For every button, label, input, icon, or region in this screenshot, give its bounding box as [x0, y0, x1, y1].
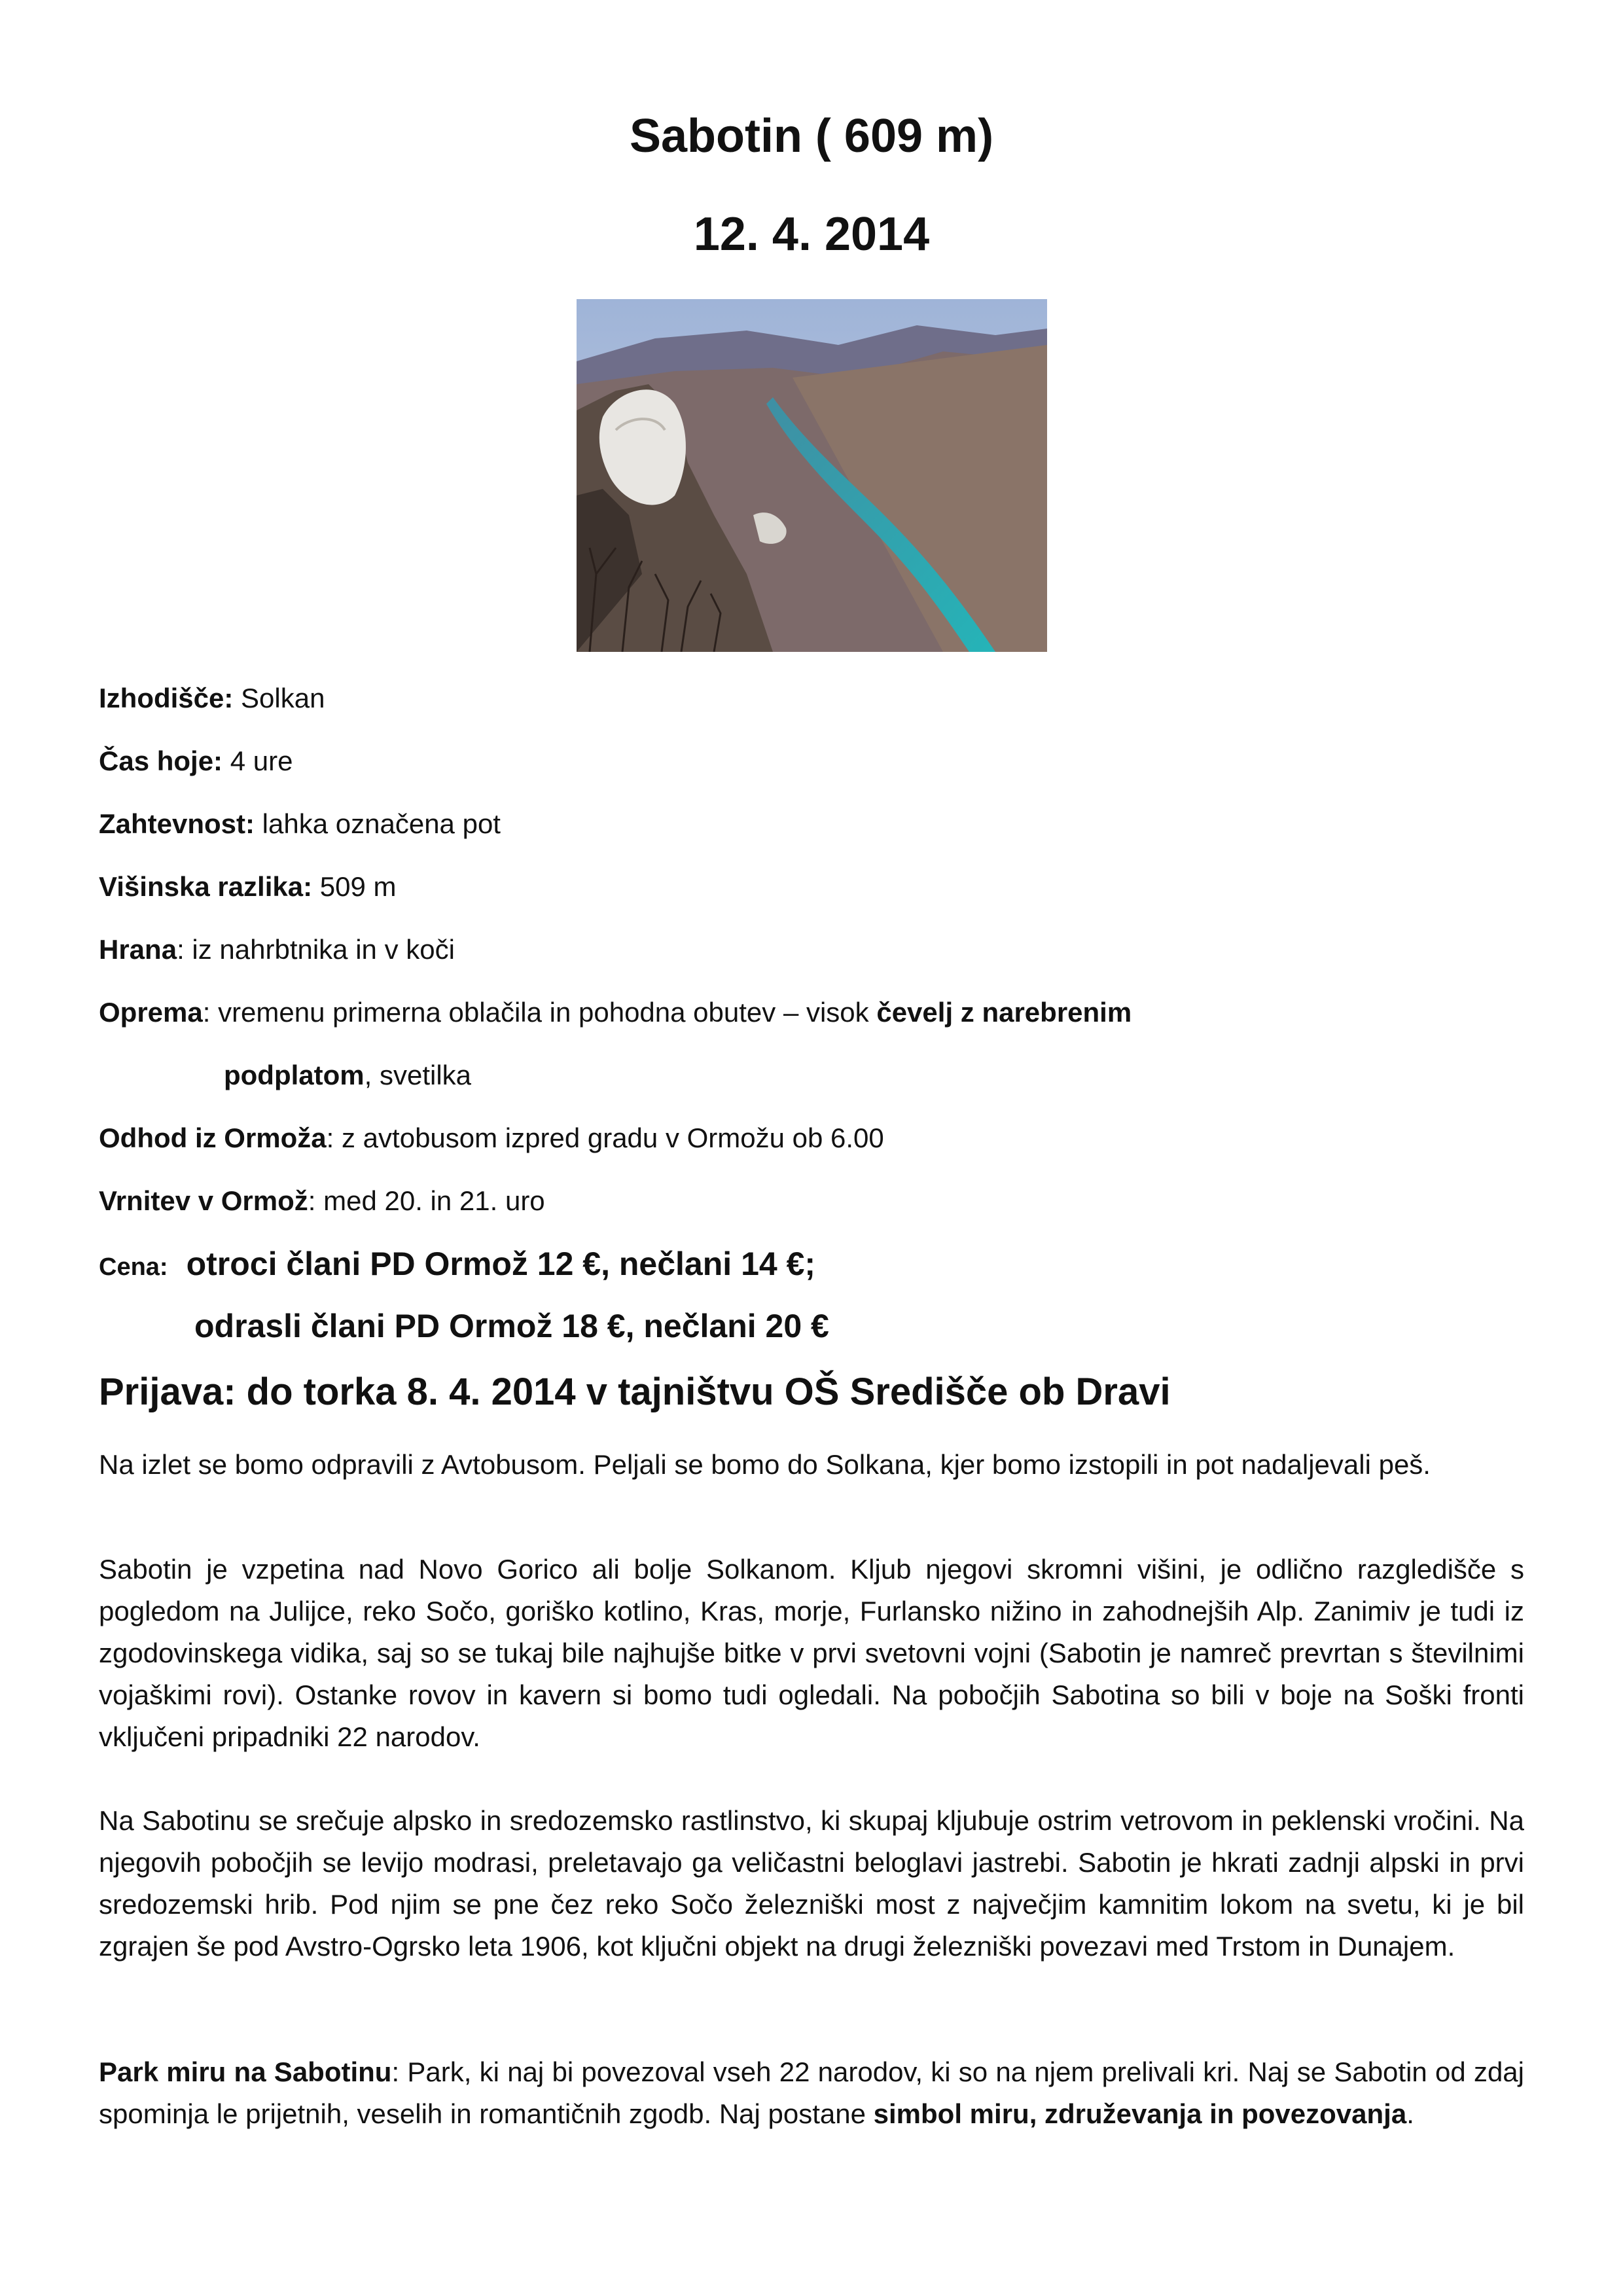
info-izhodisce [99, 685, 1539, 712]
price-label: Cena [99, 1253, 160, 1281]
info-hrana [99, 936, 1539, 963]
visinska-label: Višinska razlika: [99, 871, 313, 902]
info-visinska-razlika [99, 873, 1539, 901]
oprema-value: : vremenu primerna oblačila in pohodna obutev – visok [202, 997, 877, 1028]
peace-park-bold: simbol miru, združevanja in povezovanja [873, 2098, 1407, 2129]
paragraph-travel: Na izlet se bomo odpravili z Avtobusom. Peljali se bomo do Solkana, kjer bomo izstopili in pot nadaljevali peš. [99, 1449, 1431, 1480]
peace-park-label: Park miru na Sabotinu [99, 2056, 392, 2087]
odhod-label: Odhod iz Ormoža [99, 1122, 327, 1153]
paragraph-about-sabotin: Sabotin je vzpetina nad Novo Gorico ali bolje Solkanom. Kljub njegovi skromni višini, je odlično razgledišče s pogledom na Julijce, reko Sočo, goriško kotlino, Kras, morje, Furlansko nižino in zahodnejših Alp. Zanimiv je tudi iz zgodovinskega vidika, saj so se tukaj bile najhujše bitke v prvi svetovni vojni (Sabotin je namreč prevrtan s številnimi vojaškimi rovi). Ostanke rovov in kavern si bomo tudi ogledali. Na pobočjih Sabotina so bili v boje na Soški fronti vključeni pripadniki 22 narodov. [99, 1554, 1524, 1752]
hrana-label: Hrana [99, 934, 177, 965]
price-line-1 [99, 1247, 815, 1280]
oprema-bold: čevelj z narebrenim [876, 997, 1132, 1028]
zahtevnost-value: lahka označena pot [255, 808, 501, 839]
price-colon: : [159, 1253, 168, 1281]
visinska-value: 509 m [312, 871, 397, 902]
info-zahtevnost [99, 810, 1539, 838]
oprema-label: Oprema [99, 997, 203, 1028]
paragraph-nature: Na Sabotinu se srečuje alpsko in sredozemsko rastlinstvo, ki skupaj kljubuje ostrim vetrovom in peklenski vročini. Na njegovih pobočjih se levijo modrasi, preletavajo ga veličastni beloglavi jastrebi. Sabotin je hkrati zadnji alpski in prvi sredozemski hrib. Pod njim se pne čez reko Sočo železniški most z največjim kamnitim lokom na svetu, ki je bil zgrajen še pod Avstro-Ogrsko leta 1906, kot ključni objekt na drugi železniški povezavi med Trstom in Dunajem. [99, 1805, 1524, 1962]
oprema-bold-2: podplatom [224, 1060, 365, 1090]
peace-park-end: . [1406, 2098, 1414, 2129]
info-odhod [99, 1124, 1539, 1152]
odhod-value: : z avtobusom izpred gradu v Ormožu ob 6.00 [326, 1122, 884, 1153]
info-cas-hoje [99, 747, 1539, 775]
cas-value: 4 ure [223, 745, 293, 776]
info-oprema [99, 999, 1539, 1026]
zahtevnost-label: Zahtevnost: [99, 808, 255, 839]
mountain-river-photo [577, 299, 1047, 652]
registration-heading: Prijava: do torka 8. 4. 2014 v tajništvu OŠ Središče ob Dravi [99, 1371, 1171, 1413]
price-children: otroci člani PD Ormož 12 €, nečlani 14 €; [186, 1246, 816, 1282]
hrana-value: : iz nahrbtnika in v koči [177, 934, 455, 965]
page-title: Sabotin ( 609 m) [629, 110, 994, 162]
oprema-value-2: , svetilka [364, 1060, 472, 1090]
izhodisce-value: Solkan [233, 683, 325, 713]
cas-label: Čas hoje: [99, 745, 223, 776]
vrnitev-label: Vrnitev v Ormož [99, 1185, 308, 1216]
photo-illustration [577, 299, 1047, 652]
vrnitev-value: : med 20. in 21. uro [308, 1185, 545, 1216]
peace-park-text: : Park, ki naj bi povezoval vseh 22 narodov, ki so na njem prelivali kri. Naj se Sabotin od zdaj spominja le prijetnih, veselih in romantičnih zgodb. Naj postane [99, 2056, 1525, 2129]
info-vrnitev [99, 1187, 1539, 1215]
info-oprema-continued [224, 1062, 1623, 1089]
price-adults: odrasli člani PD Ormož 18 €, nečlani 20 € [194, 1308, 829, 1344]
izhodisce-label: Izhodišče: [99, 683, 234, 713]
paragraph-peace-park [99, 2051, 1524, 2135]
event-date: 12. 4. 2014 [693, 208, 930, 260]
